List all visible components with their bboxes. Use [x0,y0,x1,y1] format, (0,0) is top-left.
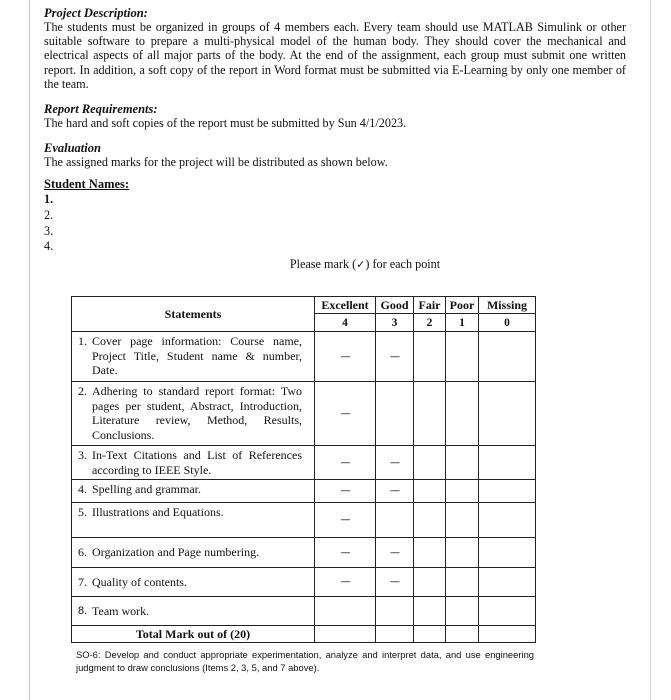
total-cell[interactable] [446,626,479,643]
table-row [72,480,536,503]
table-row [72,568,536,597]
mark-cell[interactable] [479,382,536,446]
table-row [72,503,536,538]
mark-cell[interactable] [446,446,479,480]
mark-cell[interactable] [376,597,414,626]
dash-mark: ---- [315,480,376,503]
table-row [72,597,536,626]
mark-cell[interactable] [446,568,479,597]
total-cell[interactable] [315,626,376,643]
mark-cell[interactable] [414,332,446,382]
table-row [72,332,536,382]
table-row [72,446,536,480]
project-description-text: The students must be organized in groups of 4 members each. Every team should use MATLAB Simulink or other suitable software to prepare a multi-physical model of the human body. They should cover the mechanical and electrical aspects of all major parts of the body. At the end of the assignment, each group must submit one written report. In addition, a soft copy of the report in Word format must be submitted via E-Learning by only one member of the team. [44,20,626,91]
dash-mark: ---- [315,332,376,382]
col-header-good: Good [376,297,414,314]
score-fair: 2 [414,314,446,332]
col-header-missing: Missing [479,297,536,314]
page-left-edge [29,0,30,700]
statement-cell: 7. Quality of contents. [72,568,315,597]
dash-mark: ---- [376,538,414,568]
statement-cell: 1. Cover page information: Course name, Project Title, Student name & number, Date. [72,332,315,382]
statement-cell: 4. Spelling and grammar. [72,480,315,503]
mark-cell[interactable] [414,568,446,597]
mark-cell[interactable] [446,332,479,382]
mark-cell[interactable] [414,382,446,446]
mark-cell[interactable] [479,446,536,480]
table-row [72,538,536,568]
evaluation-heading: Evaluation [44,141,101,156]
table-row [72,382,536,446]
total-row [72,626,536,643]
total-cell[interactable] [479,626,536,643]
dash-mark: ---- [315,538,376,568]
mark-cell[interactable] [414,538,446,568]
total-cell[interactable] [376,626,414,643]
mark-cell[interactable] [376,382,414,446]
mark-cell[interactable] [446,480,479,503]
dash-mark: ---- [376,446,414,480]
total-cell[interactable] [414,626,446,643]
mark-cell[interactable] [414,503,446,538]
mark-cell[interactable] [414,446,446,480]
score-missing: 0 [479,314,536,332]
mark-cell[interactable] [414,480,446,503]
col-header-excellent: Excellent [315,297,376,314]
statement-cell: 6. Organization and Page numbering. [72,538,315,568]
col-header-poor: Poor [446,297,479,314]
mark-cell[interactable] [315,597,376,626]
score-excellent: 4 [315,314,376,332]
mark-cell[interactable] [479,568,536,597]
statement-cell: 5. Illustrations and Equations. [72,503,315,538]
col-header-fair: Fair [414,297,446,314]
project-description-heading: Project Description: [44,6,148,20]
score-good: 3 [376,314,414,332]
mark-cell[interactable] [479,597,536,626]
statements-header: Statements [72,297,315,332]
marking-instruction: Please mark (✓) for each point [289,256,441,271]
statement-cell: 2. Adhering to standard report format: Two pages per student, Abstract, Introduction, Literature review, Method, Results, Conclusions. [72,382,315,446]
mark-cell[interactable] [446,503,479,538]
page-right-edge [650,0,651,700]
dash-mark: ---- [376,568,414,597]
score-poor: 1 [446,314,479,332]
student-name-line-1: 1. [44,192,54,207]
dash-mark: ---- [376,332,414,382]
dash-mark: ---- [315,382,376,446]
student-name-line-3: 3. [44,223,54,238]
student-name-line-4: 4. [44,239,54,254]
report-requirements-text: The hard and soft copies of the report must be submitted by Sun 4/1/2023. [44,116,407,131]
mark-cell[interactable] [446,538,479,568]
mark-cell[interactable] [479,503,536,538]
student-outcome-note: SO-6: Develop and conduct appropriate experimentation, analyze and interpret data, and use engineering judgment to draw conclusions (Items 2, 3, 5, and 7 above). [76,649,534,673]
document-body [44,6,626,272]
total-label: Total Mark out of (20) [72,626,315,643]
report-requirements-heading: Report Requirements: [44,102,158,117]
dash-mark: ---- [315,568,376,597]
mark-cell[interactable] [479,480,536,503]
checkmark-icon: ✓ [356,257,366,271]
mark-cell[interactable] [414,597,446,626]
dash-mark: ---- [315,446,376,480]
statement-cell: 8. Team work. [72,597,315,626]
mark-cell[interactable] [479,538,536,568]
student-names-heading: Student Names: [44,177,130,192]
mark-cell[interactable] [479,332,536,382]
mark-cell[interactable] [446,597,479,626]
marks-table [71,296,536,643]
dash-mark: ---- [376,480,414,503]
evaluation-text: The assigned marks for the project will be distributed as shown below. [44,155,388,170]
mark-cell[interactable] [376,503,414,538]
dash-mark: ---- [315,503,376,538]
statement-cell: 3. In-Text Citations and List of References according to IEEE Style. [72,446,315,480]
mark-cell[interactable] [446,382,479,446]
student-name-line-2: 2. [44,208,54,223]
